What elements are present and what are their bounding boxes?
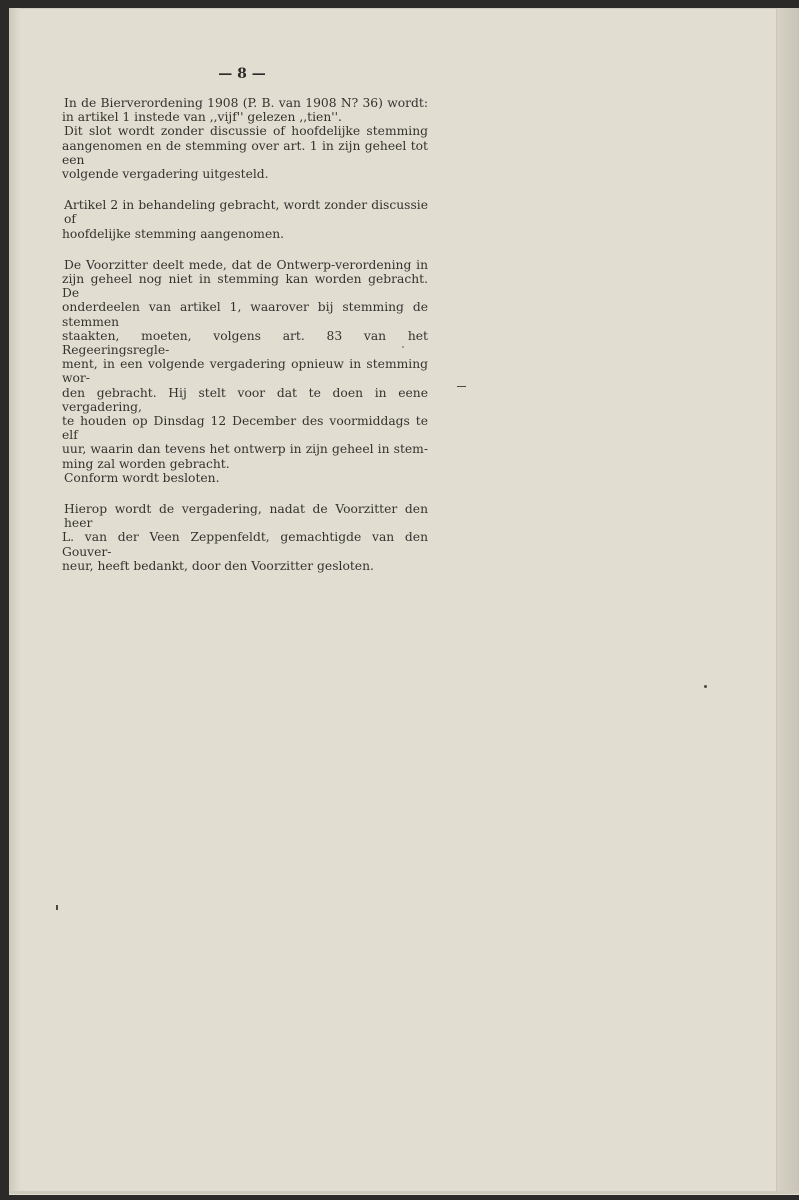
text-line: Hierop wordt de vergadering, nadat de Voorzitter den heer	[64, 502, 428, 531]
paragraph-1	[62, 96, 428, 181]
speck-mark	[704, 685, 707, 688]
text-line: De Voorzitter deelt mede, dat de Ontwerp-verordening in	[64, 257, 428, 272]
text-line: staakten, moeten, volgens art. 83 van het Regeeringsregle-	[62, 328, 428, 358]
document-body	[62, 96, 428, 573]
text-line: L. van der Veen Zeppenfeldt, gemachtigde van den Gouver-	[62, 530, 428, 559]
text-line: In de Bierverordening 1908 (P. B. van 1908 N? 36) wordt:	[64, 96, 428, 110]
page-bottom-edge	[9, 1191, 799, 1194]
text-line: in artikel 1 instede van ,,vijf'' gelezen ,,tien''.	[62, 110, 342, 125]
text-line: ment, in een volgende vergadering opnieuw in stemming wor-	[62, 357, 428, 386]
text-line: hoofdelijke stemming aangenomen.	[62, 226, 285, 241]
text-line: neur, heeft bedankt, door den Voorzitter gesloten.	[62, 558, 374, 573]
paragraph-spacer	[62, 241, 428, 258]
text-line: den gebracht. Hij stelt voor dat te doen in eene vergadering,	[62, 385, 428, 414]
text-line: volgende vergadering uitgesteld.	[62, 167, 269, 182]
text-line: uur, waarin dan tevens het ontwerp in zijn geheel in stem-	[62, 442, 428, 457]
paragraph-4	[62, 502, 428, 573]
text-line: Conform wordt besloten.	[64, 470, 220, 485]
text-line: te houden op Dinsdag 12 December des voormiddags te elf	[62, 414, 428, 443]
text-line: zijn geheel nog niet in stemming kan worden gebracht. De	[62, 272, 428, 301]
speck-mark	[402, 346, 404, 348]
paragraph-spacer	[62, 181, 428, 198]
text-line: onderdeelen van artikel 1, waarover bij stemming de stemmen	[62, 300, 428, 329]
page-number: — 8 —	[218, 66, 266, 82]
paragraph-2	[62, 198, 428, 241]
text-line: Dit slot wordt zonder discussie of hoofdelijke stemming	[64, 124, 428, 139]
page-left-edge	[9, 8, 21, 1194]
paragraph-spacer	[62, 485, 428, 502]
text-line: Artikel 2 in behandeling gebracht, wordt zonder discussie of	[64, 198, 428, 227]
paragraph-3	[62, 258, 428, 485]
margin-dash-mark	[457, 386, 466, 387]
text-line: ming zal worden gebracht.	[62, 456, 230, 471]
text-line: aangenomen en de stemming over art. 1 in zijn geheel tot een	[62, 138, 428, 167]
page-right-edge	[776, 8, 799, 1194]
speck-mark	[56, 905, 58, 910]
